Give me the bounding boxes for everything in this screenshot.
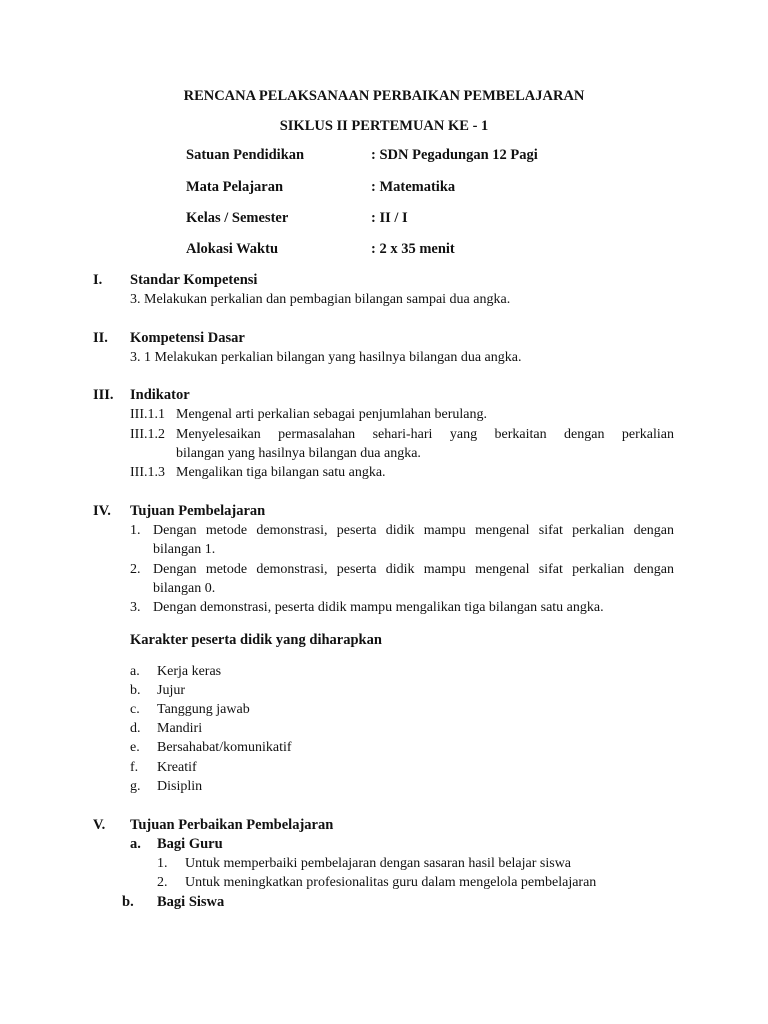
karakter-letter: b. — [130, 683, 141, 698]
indicator-number: III.1.1 — [130, 407, 165, 422]
indicator-text: Menyelesaikan permasalahan sehari-hari yang berkaitan dengan perkalian — [176, 427, 674, 442]
info-label: Alokasi Waktu — [186, 241, 279, 257]
indicator-text: Mengalikan tiga bilangan satu angka. — [176, 465, 386, 480]
karakter-item: Kerja keras — [157, 664, 222, 679]
karakter-heading: Karakter peserta didik yang diharapkan — [130, 632, 382, 648]
section-number: I. — [93, 272, 103, 288]
indicator-text: Mengenal arti perkalian sebagai penjumlahan berulang. — [176, 407, 487, 422]
section-number: II. — [93, 330, 108, 346]
section-heading: Tujuan Pembelajaran — [130, 503, 266, 519]
karakter-item: Mandiri — [157, 721, 203, 736]
subsection-letter: a. — [130, 836, 141, 852]
section-heading: Tujuan Perbaikan Pembelajaran — [130, 817, 334, 833]
goal-number: 2. — [157, 875, 168, 890]
goal-text: Untuk memperbaiki pembelajaran dengan sasaran hasil belajar siswa — [185, 856, 572, 871]
karakter-item: Tanggung jawab — [157, 702, 250, 717]
document-subtitle: SIKLUS II PERTEMUAN KE - 1 — [279, 118, 489, 134]
karakter-item: Kreatif — [157, 760, 197, 775]
objective-text: Dengan metode demonstrasi, peserta didik mampu mengenal sifat perkalian dengan — [153, 562, 674, 577]
objective-text: Dengan demonstrasi, peserta didik mampu mengalikan tiga bilangan satu angka. — [153, 600, 604, 615]
section-heading: Kompetensi Dasar — [130, 330, 245, 346]
goal-number: 1. — [157, 856, 168, 871]
section-number: IV. — [93, 503, 111, 519]
objective-text-cont: bilangan 0. — [153, 581, 216, 596]
section-number: V. — [93, 817, 106, 833]
objective-text-cont: bilangan 1. — [153, 542, 216, 557]
karakter-letter: g. — [130, 779, 141, 794]
objective-number: 3. — [130, 600, 141, 615]
objective-number: 2. — [130, 562, 141, 577]
info-label: Satuan Pendidikan — [186, 147, 305, 163]
info-value: : 2 x 35 menit — [371, 241, 455, 257]
document-title: RENCANA PELAKSANAAN PERBAIKAN PEMBELAJARAN — [183, 88, 585, 104]
indicator-number: III.1.3 — [130, 465, 165, 480]
objective-text: Dengan metode demonstrasi, peserta didik mampu mengenal sifat perkalian dengan — [153, 523, 674, 538]
info-value: : Matematika — [371, 179, 456, 195]
karakter-letter: c. — [130, 702, 140, 717]
indicator-text-cont: bilangan yang hasilnya bilangan dua angka. — [176, 446, 421, 461]
karakter-item: Disiplin — [157, 779, 203, 794]
karakter-letter: f. — [130, 760, 139, 775]
subsection-heading: Bagi Guru — [157, 836, 223, 852]
subsection-letter: b. — [122, 894, 134, 910]
objective-number: 1. — [130, 523, 141, 538]
section-heading: Standar Kompetensi — [130, 272, 258, 288]
karakter-item: Jujur — [157, 683, 185, 698]
info-value: : II / I — [371, 210, 408, 226]
info-label: Mata Pelajaran — [186, 179, 284, 195]
subsection-heading: Bagi Siswa — [157, 894, 225, 910]
karakter-letter: e. — [130, 740, 140, 755]
section-number: III. — [93, 387, 114, 403]
section-heading: Indikator — [130, 387, 190, 403]
indicator-number: III.1.2 — [130, 427, 165, 442]
info-label: Kelas / Semester — [186, 210, 289, 226]
goal-text: Untuk meningkatkan profesionalitas guru dalam mengelola pembelajaran — [185, 875, 597, 890]
karakter-item: Bersahabat/komunikatif — [157, 740, 292, 755]
karakter-letter: a. — [130, 664, 140, 679]
section-text: 3. Melakukan perkalian dan pembagian bilangan sampai dua angka. — [130, 292, 511, 307]
section-text: 3. 1 Melakukan perkalian bilangan yang hasilnya bilangan dua angka. — [130, 350, 522, 365]
info-value: : SDN Pegadungan 12 Pagi — [371, 147, 538, 163]
karakter-letter: d. — [130, 721, 141, 736]
